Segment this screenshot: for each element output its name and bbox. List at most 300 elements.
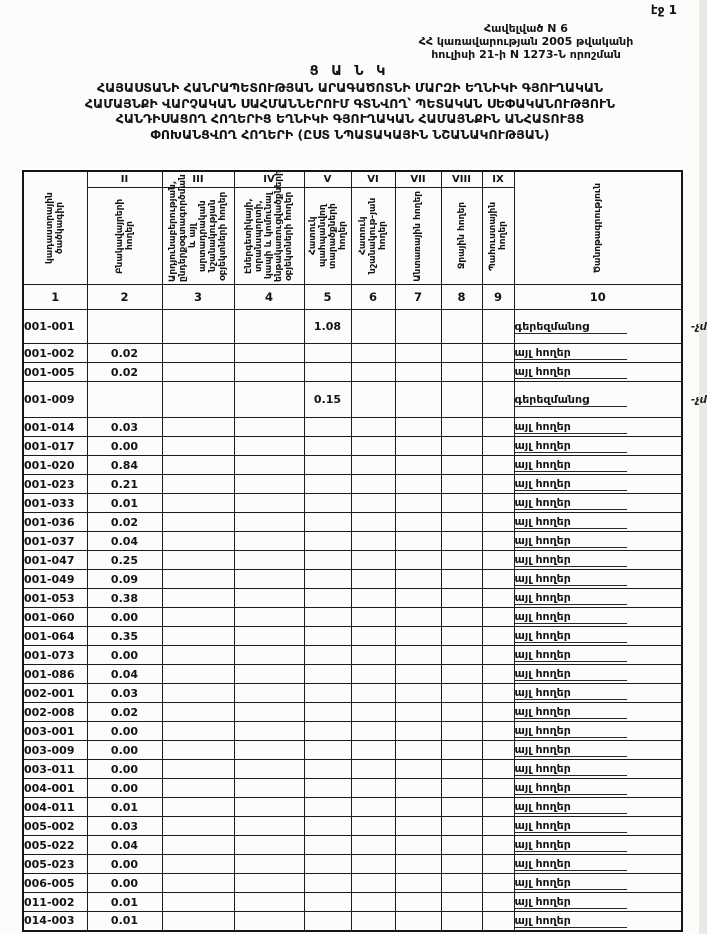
settlement-lands-cell: 0.00 bbox=[87, 437, 162, 456]
reserve-lands-cell bbox=[482, 912, 514, 931]
table-row bbox=[23, 363, 682, 382]
cadastral-code-cell: 014-003 bbox=[23, 912, 87, 931]
protected-areas-lands-cell bbox=[304, 646, 351, 665]
table-row bbox=[23, 703, 682, 722]
table-row bbox=[23, 646, 682, 665]
industrial-lands-cell bbox=[162, 363, 234, 382]
protected-areas-lands-cell bbox=[304, 513, 351, 532]
settlement-lands-cell bbox=[87, 382, 162, 418]
industrial-lands-cell bbox=[162, 646, 234, 665]
protected-areas-lands-cell bbox=[304, 456, 351, 475]
title-line: ՀԱՆԴԻՍԱՑՈՂ ՀՈՂԵՐԻՑ ԵՂՆԻԿԻ ԳՅՈՒՂԱԿԱՆ ՀԱՄԱՅՆՔԻՆ ԱՆՀԱՏՈՒՅՑ bbox=[115, 111, 585, 126]
special-purpose-lands-cell bbox=[351, 684, 395, 703]
reserve-lands-cell bbox=[482, 798, 514, 817]
note-text: այլ հողեր bbox=[515, 591, 627, 605]
table-row bbox=[23, 532, 682, 551]
energy-transport-lands-cell bbox=[234, 684, 304, 703]
decision-reference bbox=[361, 22, 691, 61]
settlement-lands-cell: 0.04 bbox=[87, 665, 162, 684]
reserve-lands-cell bbox=[482, 532, 514, 551]
rotated-column-title: Հատուկ պահպանվող տարածքների հողեր bbox=[307, 203, 348, 269]
table-row bbox=[23, 893, 682, 912]
industrial-lands-cell bbox=[162, 437, 234, 456]
protected-areas-lands-cell bbox=[304, 722, 351, 741]
forest-lands-cell bbox=[395, 703, 441, 722]
column-header-cell bbox=[87, 188, 162, 285]
protected-areas-lands-cell bbox=[304, 741, 351, 760]
industrial-lands-cell bbox=[162, 456, 234, 475]
cadastral-code-cell: 001-009 bbox=[23, 382, 87, 418]
energy-transport-lands-cell bbox=[234, 646, 304, 665]
cadastral-code-cell: 005-002 bbox=[23, 817, 87, 836]
reserve-lands-cell bbox=[482, 551, 514, 570]
settlement-lands-cell: 0.03 bbox=[87, 684, 162, 703]
protected-areas-lands-cell: 0.15 bbox=[304, 382, 351, 418]
water-lands-cell bbox=[441, 456, 482, 475]
note-cell bbox=[514, 382, 707, 418]
table-row bbox=[23, 551, 682, 570]
water-lands-cell bbox=[441, 570, 482, 589]
energy-transport-lands-cell bbox=[234, 570, 304, 589]
reserve-lands-cell bbox=[482, 363, 514, 382]
forest-lands-cell bbox=[395, 779, 441, 798]
settlement-lands-cell: 0.25 bbox=[87, 551, 162, 570]
energy-transport-lands-cell bbox=[234, 760, 304, 779]
energy-transport-lands-cell bbox=[234, 382, 304, 418]
note-cell bbox=[514, 344, 682, 363]
column-number: 6 bbox=[351, 285, 395, 310]
note-text: այլ հողեր bbox=[515, 365, 627, 379]
settlement-lands-cell: 0.02 bbox=[87, 344, 162, 363]
water-lands-cell bbox=[441, 513, 482, 532]
rotated-column-title: Արդյունաբերության, ընդերքօգտագործման և այլ արտադրական նշանակության օբյեկտների հողեր bbox=[168, 174, 228, 282]
note-text: այլ հողեր bbox=[515, 458, 627, 472]
forest-lands-cell bbox=[395, 817, 441, 836]
table-row bbox=[23, 912, 682, 931]
industrial-lands-cell bbox=[162, 418, 234, 437]
water-lands-cell bbox=[441, 475, 482, 494]
reserve-lands-cell bbox=[482, 456, 514, 475]
water-lands-cell bbox=[441, 874, 482, 893]
table-row bbox=[23, 608, 682, 627]
table-row bbox=[23, 344, 682, 363]
protected-areas-lands-cell bbox=[304, 363, 351, 382]
settlement-lands-cell: 0.00 bbox=[87, 608, 162, 627]
note-cell bbox=[514, 722, 682, 741]
note-cell bbox=[514, 456, 682, 475]
settlement-lands-cell: 0.02 bbox=[87, 513, 162, 532]
note-cell bbox=[514, 912, 682, 931]
settlement-lands-cell: 0.38 bbox=[87, 589, 162, 608]
settlement-lands-cell: 0.21 bbox=[87, 475, 162, 494]
column-number: 5 bbox=[304, 285, 351, 310]
column-number: 8 bbox=[441, 285, 482, 310]
water-lands-cell bbox=[441, 344, 482, 363]
note-text: այլ հողեր bbox=[515, 800, 627, 814]
forest-lands-cell bbox=[395, 874, 441, 893]
energy-transport-lands-cell bbox=[234, 532, 304, 551]
column-header-cell bbox=[395, 188, 441, 285]
special-purpose-lands-cell bbox=[351, 494, 395, 513]
note-text: այլ հողեր bbox=[515, 553, 627, 567]
reserve-lands-cell bbox=[482, 665, 514, 684]
column-numeral: VI bbox=[351, 171, 395, 188]
cadastral-code-cell: 001-047 bbox=[23, 551, 87, 570]
table-row bbox=[23, 741, 682, 760]
note-text: այլ հողեր bbox=[515, 346, 627, 360]
settlement-lands-cell: 0.02 bbox=[87, 703, 162, 722]
water-lands-cell bbox=[441, 817, 482, 836]
note-cell bbox=[514, 627, 682, 646]
table-row bbox=[23, 456, 682, 475]
cadastral-code-cell: 004-001 bbox=[23, 779, 87, 798]
energy-transport-lands-cell bbox=[234, 836, 304, 855]
column-number: 2 bbox=[87, 285, 162, 310]
special-purpose-lands-cell bbox=[351, 893, 395, 912]
protected-areas-lands-cell bbox=[304, 437, 351, 456]
reserve-lands-cell bbox=[482, 817, 514, 836]
protected-areas-lands-cell bbox=[304, 627, 351, 646]
reserve-lands-cell bbox=[482, 310, 514, 344]
energy-transport-lands-cell bbox=[234, 874, 304, 893]
reserve-lands-cell bbox=[482, 855, 514, 874]
note-text: այլ հողեր bbox=[515, 819, 627, 833]
cadastral-code-cell: 011-002 bbox=[23, 893, 87, 912]
special-purpose-lands-cell bbox=[351, 855, 395, 874]
cadastral-code-cell: 003-009 bbox=[23, 741, 87, 760]
reserve-lands-cell bbox=[482, 646, 514, 665]
industrial-lands-cell bbox=[162, 684, 234, 703]
water-lands-cell bbox=[441, 665, 482, 684]
reserve-lands-cell bbox=[482, 608, 514, 627]
note-cell bbox=[514, 310, 707, 344]
column-number-row bbox=[23, 285, 682, 310]
special-purpose-lands-cell bbox=[351, 532, 395, 551]
energy-transport-lands-cell bbox=[234, 722, 304, 741]
reserve-lands-cell bbox=[482, 494, 514, 513]
table-row bbox=[23, 382, 682, 418]
industrial-lands-cell bbox=[162, 760, 234, 779]
forest-lands-cell bbox=[395, 418, 441, 437]
forest-lands-cell bbox=[395, 589, 441, 608]
reserve-lands-cell bbox=[482, 437, 514, 456]
industrial-lands-cell bbox=[162, 836, 234, 855]
protected-areas-lands-cell bbox=[304, 608, 351, 627]
energy-transport-lands-cell bbox=[234, 551, 304, 570]
table-row bbox=[23, 817, 682, 836]
settlement-lands-cell: 0.00 bbox=[87, 646, 162, 665]
cadastral-code-cell: 001-020 bbox=[23, 456, 87, 475]
protected-areas-lands-cell bbox=[304, 570, 351, 589]
reserve-lands-cell bbox=[482, 627, 514, 646]
protected-areas-lands-cell bbox=[304, 551, 351, 570]
column-number: 1 bbox=[23, 285, 87, 310]
protected-areas-lands-cell bbox=[304, 760, 351, 779]
water-lands-cell bbox=[441, 893, 482, 912]
water-lands-cell bbox=[441, 855, 482, 874]
special-purpose-lands-cell bbox=[351, 608, 395, 627]
water-lands-cell bbox=[441, 798, 482, 817]
water-lands-cell bbox=[441, 589, 482, 608]
reference-line: ՀՀ կառավարության 2005 թվականի bbox=[418, 35, 634, 48]
cadastral-code-cell: 001-005 bbox=[23, 363, 87, 382]
special-purpose-lands-cell bbox=[351, 665, 395, 684]
table-row bbox=[23, 798, 682, 817]
column-header-cell bbox=[441, 188, 482, 285]
special-purpose-lands-cell bbox=[351, 646, 395, 665]
energy-transport-lands-cell bbox=[234, 817, 304, 836]
forest-lands-cell bbox=[395, 532, 441, 551]
column-numeral-row bbox=[23, 171, 682, 188]
energy-transport-lands-cell bbox=[234, 363, 304, 382]
water-lands-cell bbox=[441, 418, 482, 437]
energy-transport-lands-cell bbox=[234, 798, 304, 817]
cadastral-code-cell: 001-014 bbox=[23, 418, 87, 437]
note-text: այլ հողեր bbox=[515, 572, 627, 586]
water-lands-cell bbox=[441, 382, 482, 418]
protected-areas-lands-cell bbox=[304, 874, 351, 893]
handwritten-margin-annotation: -չմ bbox=[690, 320, 707, 333]
special-purpose-lands-cell bbox=[351, 418, 395, 437]
settlement-lands-cell: 0.02 bbox=[87, 363, 162, 382]
industrial-lands-cell bbox=[162, 310, 234, 344]
energy-transport-lands-cell bbox=[234, 310, 304, 344]
settlement-lands-cell: 0.00 bbox=[87, 779, 162, 798]
cadastral-code-cell: 002-008 bbox=[23, 703, 87, 722]
industrial-lands-cell bbox=[162, 893, 234, 912]
special-purpose-lands-cell bbox=[351, 817, 395, 836]
cadastral-code-cell: 001-001 bbox=[23, 310, 87, 344]
protected-areas-lands-cell bbox=[304, 855, 351, 874]
note-text: այլ հողեր bbox=[515, 610, 627, 624]
note-cell bbox=[514, 893, 682, 912]
water-lands-cell bbox=[441, 551, 482, 570]
rotated-column-title: Անտառային հողեր bbox=[413, 190, 423, 282]
special-purpose-lands-cell bbox=[351, 437, 395, 456]
settlement-lands-cell: 0.00 bbox=[87, 741, 162, 760]
note-cell bbox=[514, 608, 682, 627]
note-cell bbox=[514, 760, 682, 779]
energy-transport-lands-cell bbox=[234, 741, 304, 760]
cadastral-code-cell: 001-036 bbox=[23, 513, 87, 532]
special-purpose-lands-cell bbox=[351, 760, 395, 779]
note-cell bbox=[514, 513, 682, 532]
table-row bbox=[23, 310, 682, 344]
water-lands-cell bbox=[441, 722, 482, 741]
cadastral-code-cell: 001-033 bbox=[23, 494, 87, 513]
settlement-lands-cell: 0.04 bbox=[87, 532, 162, 551]
energy-transport-lands-cell bbox=[234, 608, 304, 627]
note-cell bbox=[514, 646, 682, 665]
industrial-lands-cell bbox=[162, 874, 234, 893]
special-purpose-lands-cell bbox=[351, 779, 395, 798]
water-lands-cell bbox=[441, 310, 482, 344]
cadastral-code-cell: 003-001 bbox=[23, 722, 87, 741]
column-header-cell bbox=[351, 188, 395, 285]
reserve-lands-cell bbox=[482, 703, 514, 722]
rotated-column-title: Հատուկ նշանակութ-յան հողեր bbox=[358, 197, 388, 275]
special-purpose-lands-cell bbox=[351, 344, 395, 363]
settlement-lands-cell: 0.00 bbox=[87, 855, 162, 874]
cadastral-code-cell: 005-022 bbox=[23, 836, 87, 855]
column-numeral: IV bbox=[234, 171, 304, 188]
note-cell bbox=[514, 817, 682, 836]
industrial-lands-cell bbox=[162, 855, 234, 874]
settlement-lands-cell: 0.01 bbox=[87, 798, 162, 817]
column-number: 9 bbox=[482, 285, 514, 310]
handwritten-margin-annotation: -չմ bbox=[690, 393, 707, 406]
table-row bbox=[23, 722, 682, 741]
special-purpose-lands-cell bbox=[351, 310, 395, 344]
table-body bbox=[23, 310, 707, 931]
forest-lands-cell bbox=[395, 570, 441, 589]
water-lands-cell bbox=[441, 437, 482, 456]
protected-areas-lands-cell bbox=[304, 418, 351, 437]
protected-areas-lands-cell bbox=[304, 589, 351, 608]
energy-transport-lands-cell bbox=[234, 855, 304, 874]
water-lands-cell bbox=[441, 532, 482, 551]
settlement-lands-cell: 0.00 bbox=[87, 760, 162, 779]
forest-lands-cell bbox=[395, 912, 441, 931]
water-lands-cell bbox=[441, 836, 482, 855]
settlement-lands-cell: 0.03 bbox=[87, 817, 162, 836]
reserve-lands-cell bbox=[482, 684, 514, 703]
protected-areas-lands-cell bbox=[304, 912, 351, 931]
note-text: այլ հողեր bbox=[515, 895, 627, 909]
cadastral-code-cell: 003-011 bbox=[23, 760, 87, 779]
energy-transport-lands-cell bbox=[234, 513, 304, 532]
special-purpose-lands-cell bbox=[351, 703, 395, 722]
special-purpose-lands-cell bbox=[351, 551, 395, 570]
note-text: այլ հողեր bbox=[515, 534, 627, 548]
reserve-lands-cell bbox=[482, 382, 514, 418]
industrial-lands-cell bbox=[162, 608, 234, 627]
cadastral-code-cell: 001-053 bbox=[23, 589, 87, 608]
industrial-lands-cell bbox=[162, 344, 234, 363]
special-purpose-lands-cell bbox=[351, 382, 395, 418]
energy-transport-lands-cell bbox=[234, 494, 304, 513]
column-number: 3 bbox=[162, 285, 234, 310]
forest-lands-cell bbox=[395, 608, 441, 627]
settlement-lands-cell: 0.84 bbox=[87, 456, 162, 475]
protected-areas-lands-cell bbox=[304, 344, 351, 363]
document-title bbox=[30, 80, 670, 142]
industrial-lands-cell bbox=[162, 551, 234, 570]
protected-areas-lands-cell bbox=[304, 798, 351, 817]
note-text: այլ հողեր bbox=[515, 629, 627, 643]
column-header-cell bbox=[23, 171, 87, 285]
energy-transport-lands-cell bbox=[234, 344, 304, 363]
settlement-lands-cell bbox=[87, 310, 162, 344]
note-cell bbox=[514, 532, 682, 551]
note-cell bbox=[514, 418, 682, 437]
forest-lands-cell bbox=[395, 475, 441, 494]
forest-lands-cell bbox=[395, 893, 441, 912]
special-purpose-lands-cell bbox=[351, 874, 395, 893]
settlement-lands-cell: 0.01 bbox=[87, 912, 162, 931]
energy-transport-lands-cell bbox=[234, 665, 304, 684]
energy-transport-lands-cell bbox=[234, 912, 304, 931]
energy-transport-lands-cell bbox=[234, 437, 304, 456]
settlement-lands-cell: 0.03 bbox=[87, 418, 162, 437]
special-purpose-lands-cell bbox=[351, 513, 395, 532]
note-cell bbox=[514, 551, 682, 570]
industrial-lands-cell bbox=[162, 741, 234, 760]
settlement-lands-cell: 0.01 bbox=[87, 494, 162, 513]
forest-lands-cell bbox=[395, 456, 441, 475]
industrial-lands-cell bbox=[162, 798, 234, 817]
energy-transport-lands-cell bbox=[234, 893, 304, 912]
settlement-lands-cell: 0.35 bbox=[87, 627, 162, 646]
note-text: այլ հողեր bbox=[515, 667, 627, 681]
cadastral-code-cell: 006-005 bbox=[23, 874, 87, 893]
cadastral-code-cell: 001-017 bbox=[23, 437, 87, 456]
forest-lands-cell bbox=[395, 684, 441, 703]
document-heading: Ց Ա Ն Կ bbox=[309, 64, 390, 79]
water-lands-cell bbox=[441, 779, 482, 798]
energy-transport-lands-cell bbox=[234, 779, 304, 798]
table-row bbox=[23, 779, 682, 798]
column-number: 4 bbox=[234, 285, 304, 310]
forest-lands-cell bbox=[395, 344, 441, 363]
note-cell bbox=[514, 589, 682, 608]
rotated-column-title: Էներգետիկայի, տրանսպորտի, կապի և կոմունալ ենթակառուցվածքների օբյեկտների հողեր bbox=[244, 170, 294, 282]
column-numeral: II bbox=[87, 171, 162, 188]
note-text: այլ հողեր bbox=[515, 477, 627, 491]
protected-areas-lands-cell bbox=[304, 684, 351, 703]
note-text: այլ հողեր bbox=[515, 705, 627, 719]
note-cell bbox=[514, 741, 682, 760]
note-text: այլ հողեր bbox=[515, 743, 627, 757]
special-purpose-lands-cell bbox=[351, 798, 395, 817]
protected-areas-lands-cell: 1.08 bbox=[304, 310, 351, 344]
reference-line: Հավելված N 6 bbox=[484, 22, 568, 35]
note-cell bbox=[514, 363, 682, 382]
cadastral-code-cell: 001-086 bbox=[23, 665, 87, 684]
rotated-column-title: Ջրային հողեր bbox=[456, 202, 467, 270]
table-row bbox=[23, 475, 682, 494]
special-purpose-lands-cell bbox=[351, 456, 395, 475]
table-header bbox=[23, 171, 682, 310]
reserve-lands-cell bbox=[482, 513, 514, 532]
rotated-column-title: կադաստրային ծածկագիր bbox=[45, 192, 66, 264]
reserve-lands-cell bbox=[482, 741, 514, 760]
industrial-lands-cell bbox=[162, 382, 234, 418]
energy-transport-lands-cell bbox=[234, 589, 304, 608]
note-text: այլ հողեր bbox=[515, 515, 627, 529]
forest-lands-cell bbox=[395, 722, 441, 741]
table-row bbox=[23, 437, 682, 456]
note-cell bbox=[514, 798, 682, 817]
cadastral-code-cell: 001-002 bbox=[23, 344, 87, 363]
forest-lands-cell bbox=[395, 741, 441, 760]
special-purpose-lands-cell bbox=[351, 836, 395, 855]
cadastral-code-cell: 001-064 bbox=[23, 627, 87, 646]
cadastral-code-cell: 005-023 bbox=[23, 855, 87, 874]
note-cell bbox=[514, 494, 682, 513]
forest-lands-cell bbox=[395, 494, 441, 513]
cadastral-code-cell: 001-073 bbox=[23, 646, 87, 665]
table-row bbox=[23, 855, 682, 874]
protected-areas-lands-cell bbox=[304, 779, 351, 798]
protected-areas-lands-cell bbox=[304, 532, 351, 551]
note-text: այլ հողեր bbox=[515, 876, 627, 890]
note-text: այլ հողեր bbox=[515, 686, 627, 700]
energy-transport-lands-cell bbox=[234, 703, 304, 722]
forest-lands-cell bbox=[395, 665, 441, 684]
note-cell bbox=[514, 779, 682, 798]
note-text: այլ հողեր bbox=[515, 420, 627, 434]
